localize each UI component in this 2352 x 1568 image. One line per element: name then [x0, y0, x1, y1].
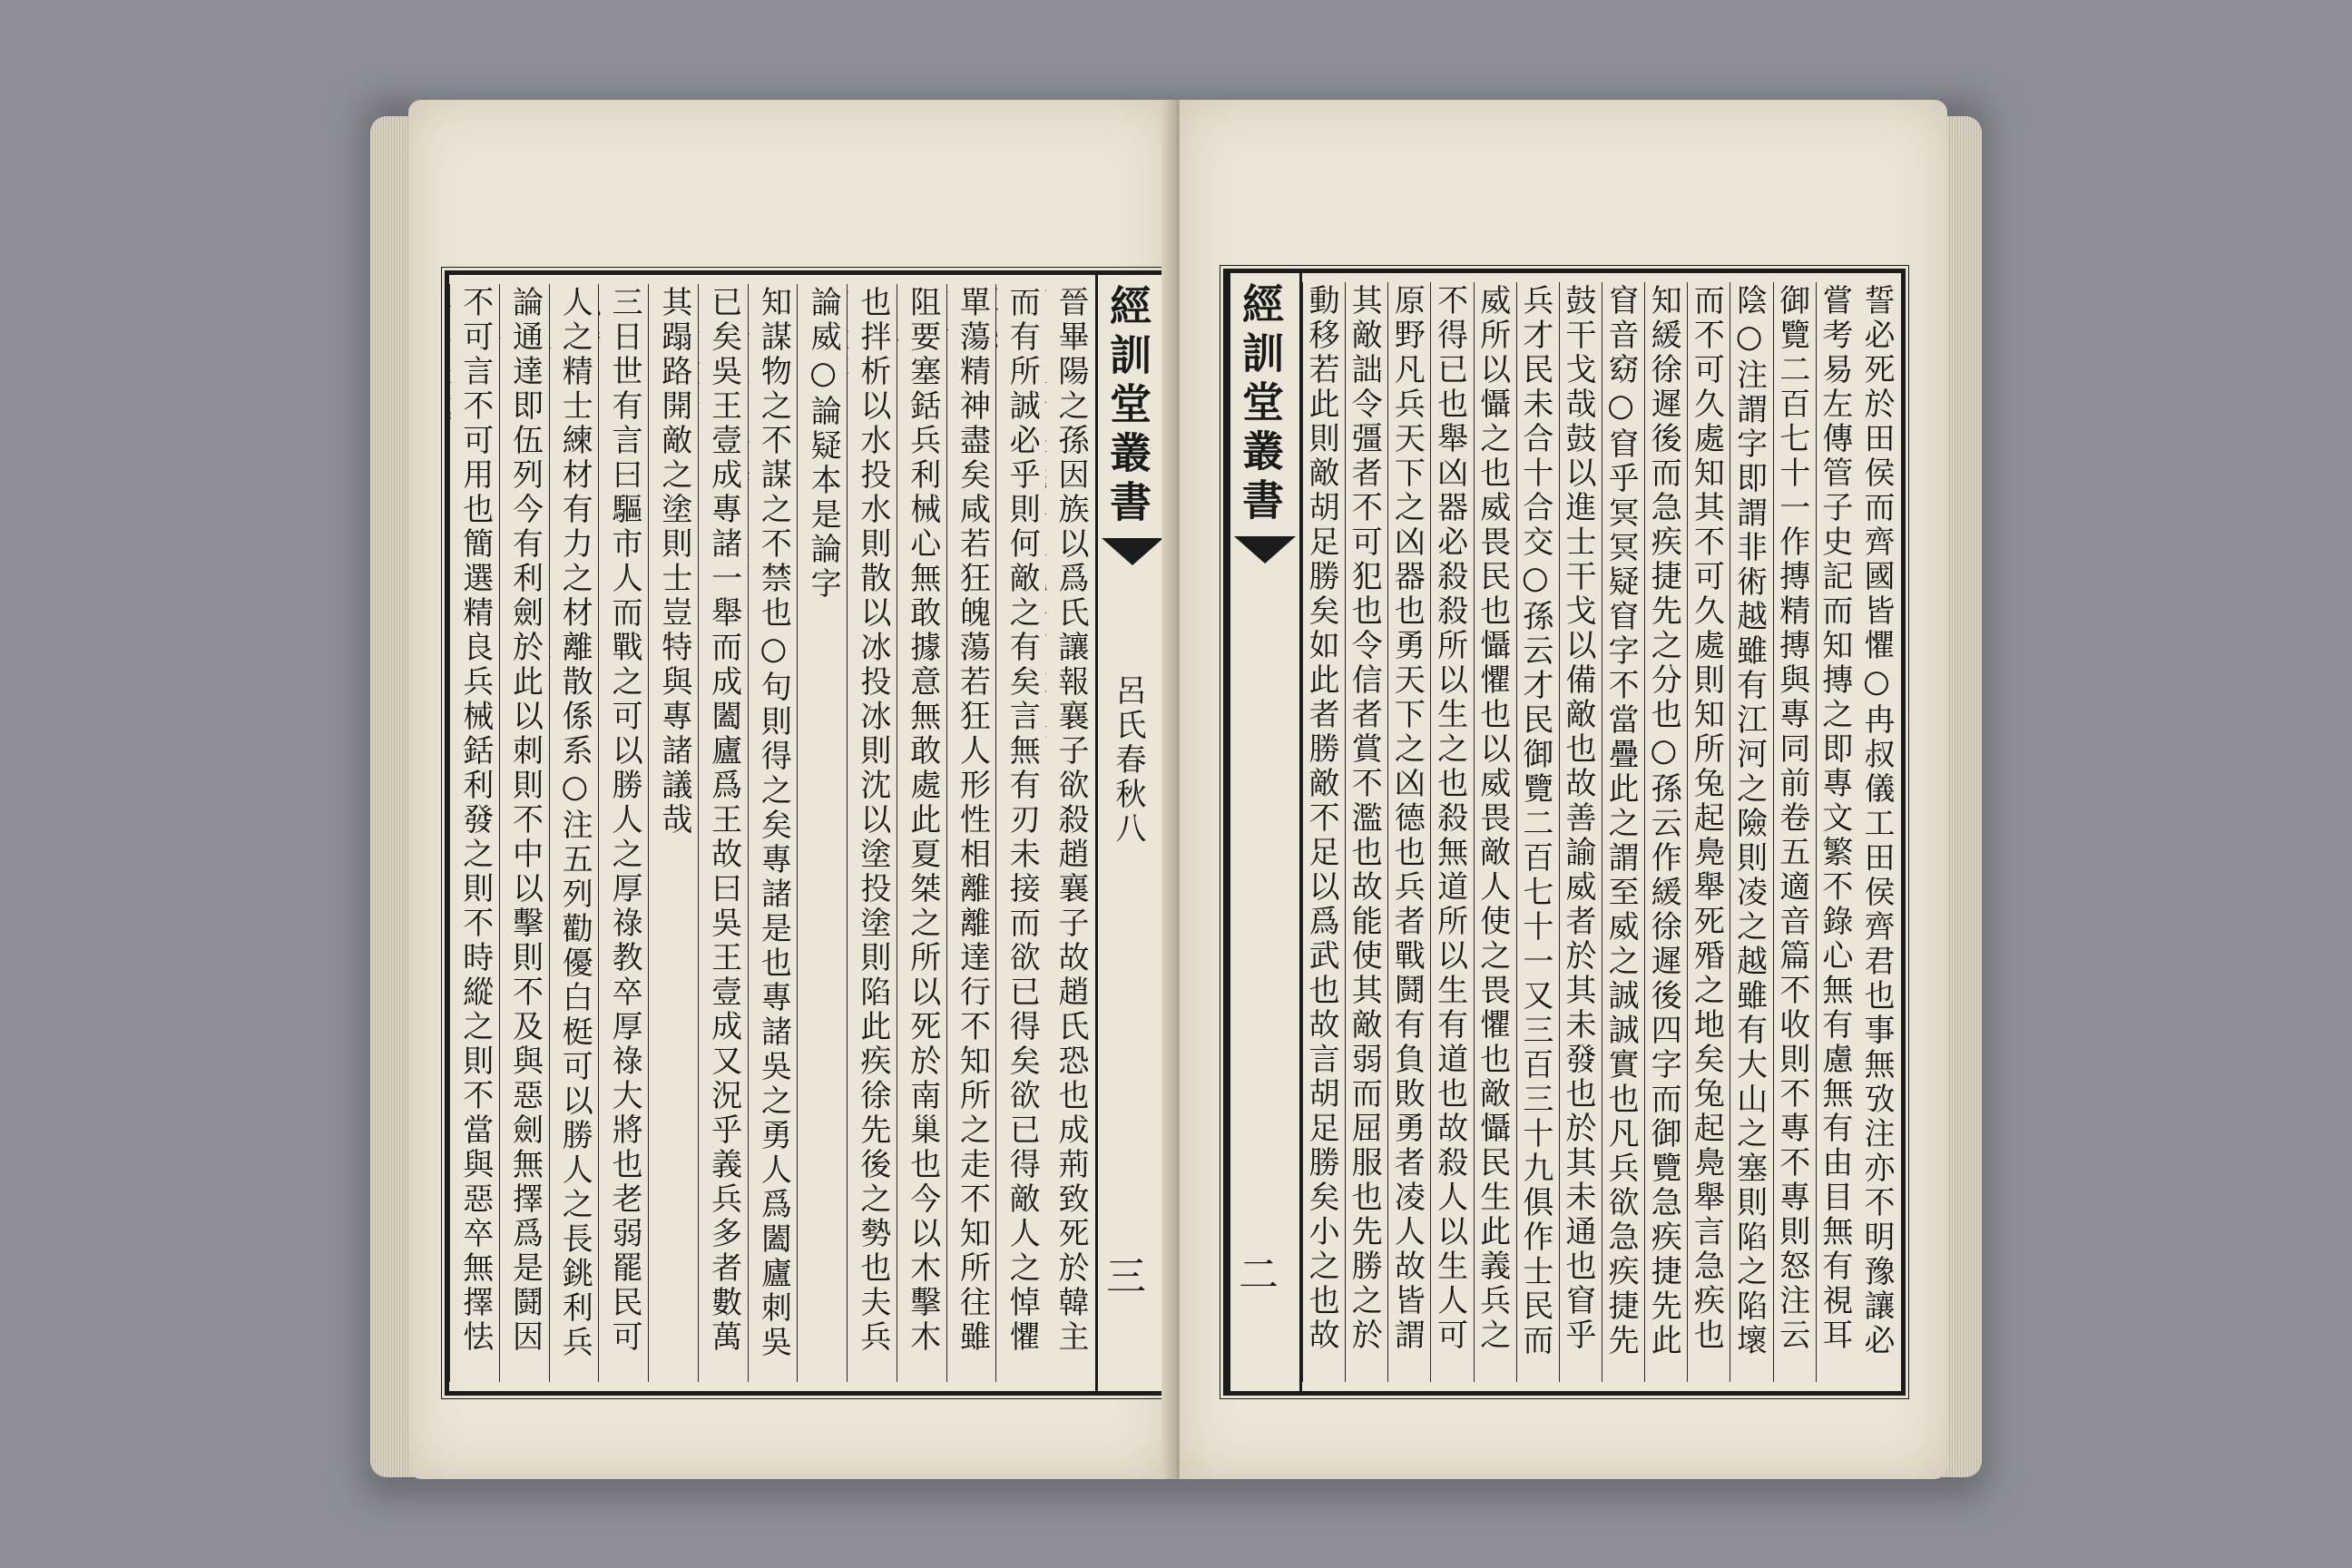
right-text-column: 其敵詘令彊者不可犯也令信者賞不濫也故能使其敵弱而屈服也先勝之於	[1345, 282, 1385, 1382]
right-text-column: 兵才民未合十合交○孫云才民御覽二百七十一又三百三十九俱作士民而	[1516, 282, 1556, 1382]
right-text-column: 威所以懾之也威畏民也懾懼也以威畏敵人使之畏懼也敵懾民生此義兵之	[1474, 282, 1514, 1382]
right-text-column: 而不可久處知其不可久處則知所兔起鳧舉死殙之地矣兔起鳧舉言急疾也	[1687, 282, 1727, 1382]
right-text-column: 原野凡兵天下之凶器也勇天下之凶德也兵者戰鬪有負敗勇者凌人故皆謂	[1387, 282, 1427, 1382]
right-page-number: 二	[1231, 1253, 1278, 1293]
right-text-column: 鼓干戈哉鼓以進士干戈以備敵也故善諭威者於其未發也於其未通也窅乎	[1559, 282, 1599, 1382]
left-text-column: 而有所誠必乎則何敵之有矣言無有刃未接而欲已得矣欲已得敵人之悼懼	[995, 284, 1043, 1382]
right-fish-tail	[1234, 536, 1296, 564]
right-text-column: 不得已也舉凶器必殺殺所以生之也殺無道所以生有道也故殺人以生人可	[1430, 282, 1470, 1382]
right-text-column: 嘗考易左傳管子史記而知摶之即專文繁不錄心無有慮無有由目無有視耳	[1816, 282, 1856, 1382]
left-text-column: 阻要塞銛兵利械心無敢據意無敢處此夏桀之所以死於南巢也今以木擊木	[897, 284, 944, 1382]
right-margin-title: 經訓堂叢書	[1236, 282, 1285, 527]
left-text-column: 論威○論疑本是論字	[797, 284, 844, 1382]
left-fore-edge-strip	[1095, 275, 1170, 1391]
left-text-column: 不可言不可用也簡選精良兵械銛利發之則不時縱之則不當與惡卒無擇怯	[449, 284, 496, 1382]
left-text-column: 晉畢陽之孫因族以爲氏讓報襄子欲殺趙襄子故趙氏恐也成荊致死於韓主	[1052, 286, 1089, 1355]
left-page-number: 三	[1099, 1255, 1145, 1295]
left-text-column: 其蹋路開敵之塗則士豈特與專諸議哉	[648, 284, 695, 1382]
right-page	[1180, 100, 1947, 1479]
right-text-column: 窅音窈○窅乎冥冥疑窅字不當疊此之謂至威之誠誠實也凡兵欲急疾捷先	[1602, 282, 1642, 1382]
left-text-column: 論通達即伍列今有利劍於此以刺則不中以擊則不及與惡劍無擇爲是鬪因	[499, 284, 546, 1382]
right-text-frame	[1223, 269, 1906, 1396]
right-text-column: 陰○注謂字即謂非術越雖有江河之險則凌之越雖有大山之塞則陷之陷壞	[1730, 282, 1769, 1382]
left-text-frame	[445, 270, 1174, 1396]
left-page	[408, 100, 1171, 1479]
right-text-column: 知緩徐遲後而急疾捷先之分也○孫云作緩徐遲後四字而御覽急疾捷先此	[1644, 282, 1684, 1382]
left-margin-title: 經訓堂叢書	[1103, 284, 1152, 529]
right-text-column: 動移若此則敵胡足勝矣如此者勝敵不足以爲武也故言胡足勝矣小之也故	[1302, 282, 1342, 1382]
left-text-column: 知謀物之不謀之不禁也○句則得之矣專諸是也專諸吳之勇人爲闔廬刺吳	[748, 284, 795, 1382]
right-fore-edge-strip	[1228, 273, 1302, 1391]
left-text-column: 三日世有言曰驅市人而戰之可以勝人之厚祿教卒厚祿大將也老弱罷民可	[598, 284, 645, 1382]
left-text-column: 也拌析以水投水則散以冰投冰則沈以塗投塗則陷此疾徐先後之勢也夫兵	[847, 284, 894, 1382]
right-text-column: 御覽二百七十一作摶精摶與專同前卷五適音篇不收則不專不專則怒注云	[1773, 282, 1813, 1382]
left-margin-subtitle: 呂氏春秋八	[1110, 674, 1146, 847]
left-text-column: 單蕩精神盡矣咸若狂魄蕩若狂人形性相離離達行不知所之走不知所往雖	[946, 284, 994, 1382]
left-page-edges	[370, 116, 414, 1477]
left-text-column: 人之精士練材有力之材離散係系○注五列勸優白梃可以勝人之長銚利兵	[549, 284, 596, 1382]
left-fish-tail	[1102, 538, 1163, 565]
right-page-edges	[1942, 116, 1982, 1477]
right-text-column: 誓必死於田侯而齊國皆懼○冉叔儀工田侯齊君也事無攷注亦不明豫讓必	[1857, 284, 1895, 1358]
left-text-column: 已矣吳王壹成專諸一舉而成闔廬爲王故曰吳王壹成又況乎義兵多者數萬	[698, 284, 745, 1382]
